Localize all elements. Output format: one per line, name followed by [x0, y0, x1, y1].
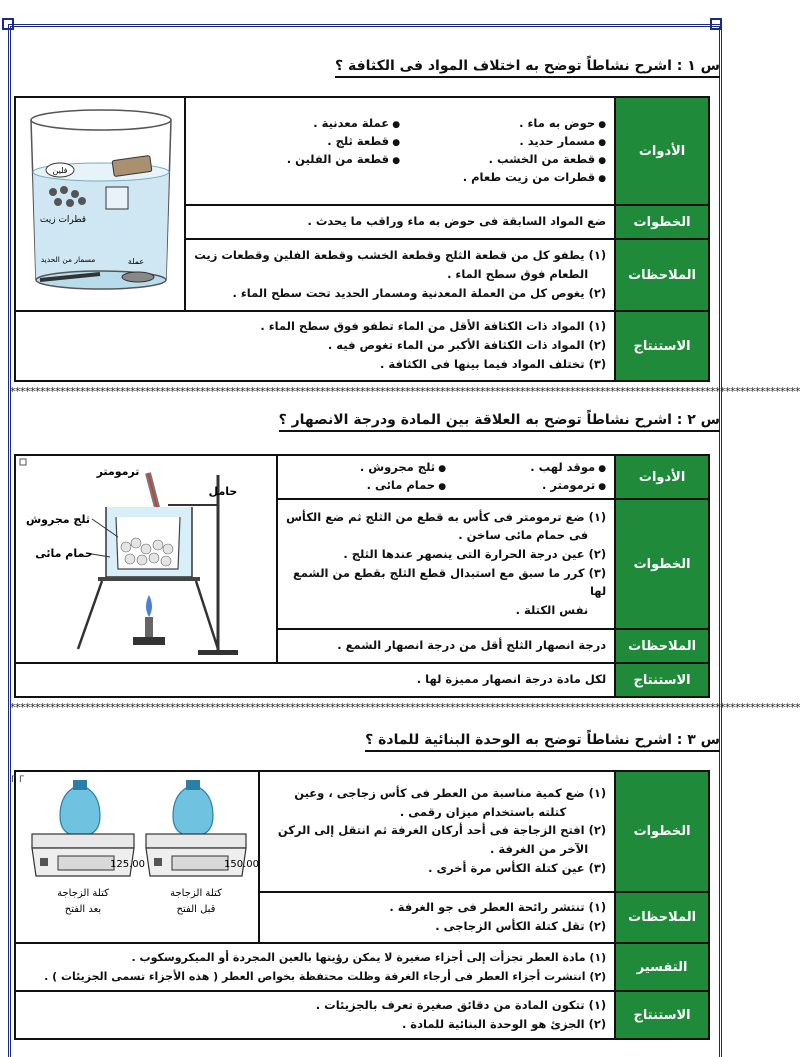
observations-list — [259, 892, 615, 943]
step-item: كتلته باستخدام ميزان رقمى . — [399, 804, 567, 819]
conclusion-item: (٢) المواد ذات الكثافة الأكبر من الماء تغوص فيه . — [327, 338, 607, 353]
step-item: (٢) افتح الزجاجة فى أحد أركان الغرفة ثم انتقل إلى الركن — [277, 823, 607, 838]
tool-item: ● ترمومتر . — [446, 477, 606, 495]
scale-before — [146, 780, 259, 876]
water-bath-label: حمام مائى — [35, 547, 93, 560]
conclusion-list — [15, 311, 615, 381]
conclusion-item: (٢) الجزئ هو الوحدة البنائية للمادة . — [401, 1016, 607, 1031]
tool-item: ● قطعة ثلج . — [194, 133, 400, 151]
steps-list — [259, 771, 615, 892]
tool-item: ● عملة معدنية . — [194, 115, 400, 133]
row-label-tools: الأدوات — [615, 97, 709, 205]
step-item: فى حمام مائى ساخن . — [458, 528, 589, 543]
observations-list — [185, 239, 615, 311]
conclusion-text: لكل مادة درجة انصهار مميزة لها . — [15, 663, 615, 697]
density-illustration — [15, 97, 185, 311]
conclusion-item: (١) تتكون المادة من دقائق صغيرة تعرف بالجزيئات . — [315, 997, 607, 1012]
step-item: (١) ضع ترمومتر فى كأس به قطع من الثلج ثم ضع الكأس — [286, 509, 607, 524]
tools-list — [185, 97, 615, 205]
nail-label: مسمار من الحديد — [40, 255, 96, 264]
row-label-steps: الخطوات — [615, 771, 709, 892]
melting-setup-diagram — [18, 457, 276, 657]
tool-item: ● قطرات من زيت طعام . — [194, 169, 606, 187]
observation-item: (٢) يغوص كل من العملة المعدنية ومسمار الحديد تحت سطح الماء . — [232, 285, 607, 300]
row-label-observations: الملاحظات — [615, 892, 709, 943]
tool-item: ● حوض به ماء . — [400, 115, 606, 133]
separator-stars: ************************************************************************************************************************************************************** — [10, 385, 800, 398]
conclusion-item: (٣) تختلف المواد فيما بينها فى الكثافة . — [379, 356, 607, 371]
scale-after — [32, 780, 145, 876]
perfume-illustration — [11, 771, 259, 943]
conclusion-item: (١) المواد ذات الكثافة الأقل من الماء تطفو فوق سطح الماء . — [260, 319, 607, 334]
conclusion-list — [15, 991, 615, 1039]
activity-table-2 — [14, 454, 710, 698]
step-item: نفس الكتلة . — [515, 602, 589, 617]
step-item: (٣) كرر ما سبق مع استبدال قطع الثلج بقطع من الشمع لها — [292, 566, 607, 598]
frame-corner — [2, 18, 14, 30]
row-label-observations: الملاحظات — [615, 629, 709, 663]
scale-before-reading: 150.00 — [224, 859, 259, 870]
steps-list — [277, 499, 615, 629]
tool-item: ● قطعة من الخشب . — [400, 151, 606, 169]
tools-list — [277, 455, 615, 499]
interpretation-item: (١) مادة العطر تجزأت إلى أجزاء صغيرة لا يمكن رؤيتها بالعين المجردة أو الميكروسكوب . — [131, 951, 607, 965]
row-label-conclusion: الاستنتاج — [615, 311, 709, 381]
caption-before-line2: قبل الفتح — [176, 904, 216, 915]
row-label-observations: الملاحظات — [615, 239, 709, 311]
melting-illustration — [15, 455, 277, 663]
steps-text: ضع المواد السابقة فى حوض به ماء وراقب ما يحدث . — [185, 205, 615, 239]
step-item: الآخر من الغرفة . — [489, 842, 589, 857]
frame-corner — [710, 18, 722, 30]
question-3-title: س ٣ : اشرح نشاطاً توضح به الوحدة البنائية للمادة ؟ — [365, 732, 720, 752]
observation-item: الطعام فوق سطح الماء . — [447, 267, 589, 282]
row-label-conclusion: الاستنتاج — [615, 991, 709, 1039]
row-label-steps: الخطوات — [615, 205, 709, 239]
row-label-conclusion: الاستنتاج — [615, 663, 709, 697]
tank-diagram — [18, 102, 184, 302]
observation-text: درجة انصهار الثلج أقل من درجة انصهار الشمع . — [277, 629, 615, 663]
thermometer-label: ترمومتر — [96, 465, 140, 478]
question-1-title: س ١ : اشرح نشاطاً توضح به اختلاف المواد فى الكثافة ؟ — [335, 58, 720, 78]
row-label-tools: الأدوات — [615, 455, 709, 499]
scales-diagram — [11, 772, 259, 938]
step-item: (٣) عين كتلة الكأس مرة أخرى . — [428, 861, 607, 876]
tool-item: ● قطعة من الفلين . — [194, 151, 400, 169]
interpretation-item: (٢) انتشرت أجزاء العطر فى أرجاء الغرفة وظلت محتفظة بخواص العطر ( هذه الأجزاء تسمى الجزيئات ) . — [44, 969, 607, 983]
coin-label: عملة — [127, 257, 145, 266]
interpretation-list — [15, 943, 615, 991]
separator-stars: ************************************************************************************************************************************************************** — [10, 701, 800, 714]
ice-label: ثلج مجروش — [26, 513, 90, 526]
tool-item: ● مسمار حديد . — [400, 133, 606, 151]
question-2-title: س ٢ : اشرح نشاطاً توضح به العلاقة بين المادة ودرجة الانصهار ؟ — [279, 412, 720, 432]
observation-item: (١) تنتشر رائحة العطر فى جو الغرفة . — [389, 900, 607, 915]
caption-after-line1: كتلة الزجاجة — [57, 888, 109, 899]
tool-item: ● موقد لهب . — [446, 459, 606, 477]
oil-label: قطرات زيت — [39, 215, 87, 225]
activity-table-1 — [14, 96, 710, 382]
observation-item: (١) يطفو كل من قطعة الثلج وقطعة الخشب وقطعة الفلين وقطعات زيت — [194, 248, 607, 263]
row-label-steps: الخطوات — [615, 499, 709, 629]
caption-after-line2: بعد الفتح — [64, 904, 102, 915]
svg-text:Γ Γ: Γ Γ — [11, 775, 24, 785]
caption-before-line1: كتلة الزجاجة — [170, 888, 222, 899]
scale-after-reading: 125.00 — [110, 859, 145, 870]
step-item: (١) ضع كمية مناسبة من العطر فى كأس زجاجى ، وعين — [294, 785, 607, 800]
stand-label: حامل — [208, 485, 238, 498]
row-label-interpretation: التفسير — [615, 943, 709, 991]
tool-item: ● حمام مائى . — [286, 477, 446, 495]
cork-label: فلين — [52, 166, 68, 175]
observation-item: (٢) تقل كتلة الكأس الزجاجى . — [435, 918, 607, 933]
activity-table-3 — [11, 770, 710, 1040]
step-item: (٢) عين درجة الحرارة التى ينصهر عندها الثلج . — [343, 547, 607, 562]
tool-item: ● ثلج مجروش . — [286, 459, 446, 477]
